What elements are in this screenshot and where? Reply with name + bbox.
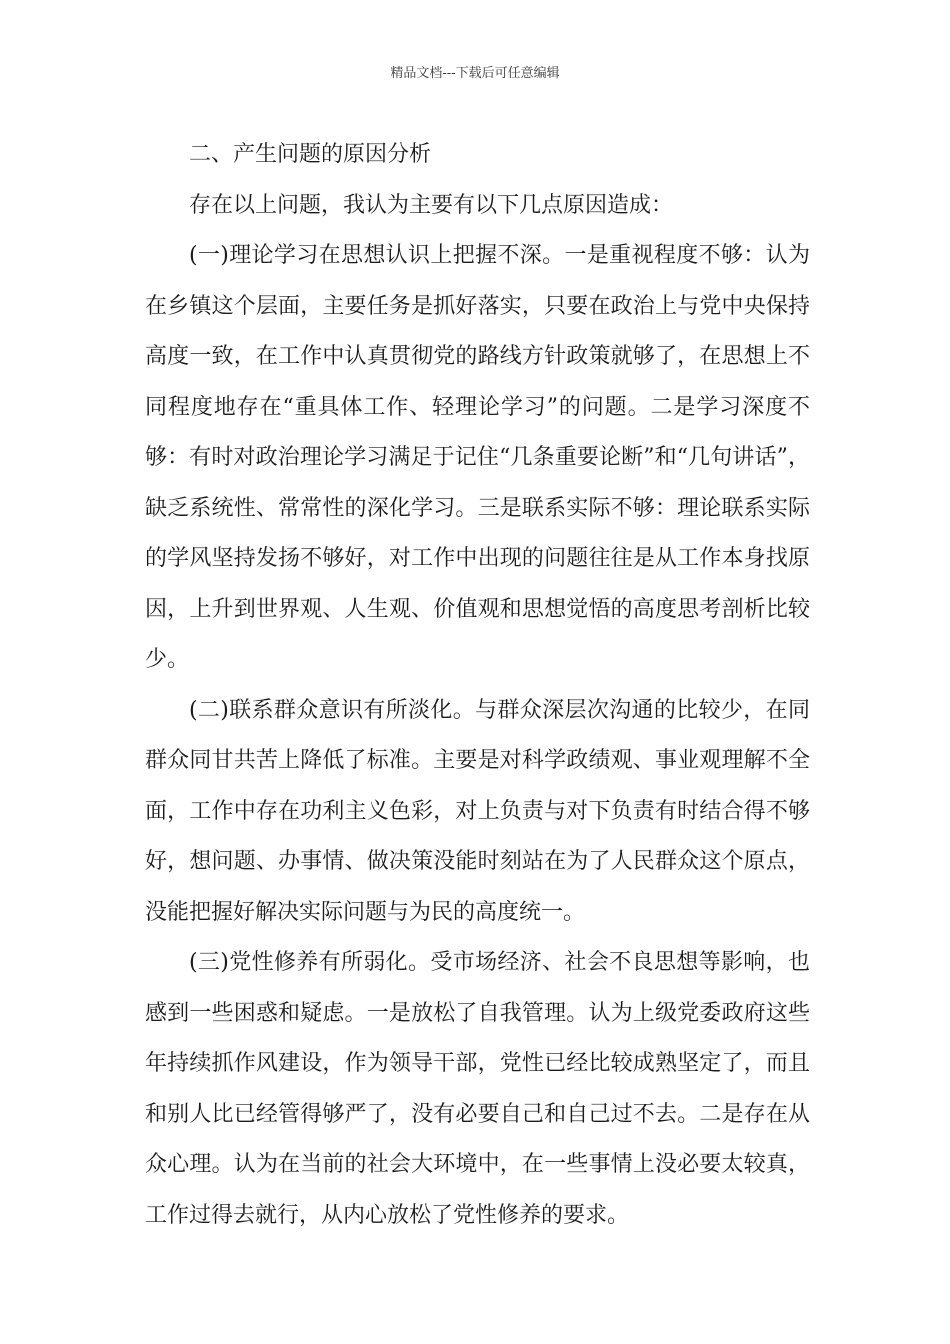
page-header-note: 精品文档---下载后可任意编辑 (390, 66, 560, 81)
paragraph-1: (一)理论学习在思想认识上把握不深。一是重视程度不够：认为在乡镇这个层面，主要任务是抓好落实，只要在政治上与党中央保持高度一致，在工作中认真贯彻党的路线方针政策就够了，在思想上不同程度地存在“重具体工作、轻理论学习”的问题。二是学习深度不够：有时对政治理论学习满足于记住“几条重要论断”和“几句讲话”，缺乏系统性、常常性的深化学习。三是联系实际不够：理论联系实际的学风坚持发扬不够好，对工作中出现的问题往往是从工作本身找原因，上升到世界观、人生观、价值观和思想觉悟的高度思考剖析比较少。 (145, 243, 810, 672)
intro-paragraph: 存在以上问题，我认为主要有以下几点原因造成： (189, 192, 674, 218)
paragraph-3: (三)党性修养有所弱化。受市场经济、社会不良思想等影响，也感到一些困惑和疑虑。一是放松了自我管理。认为上级党委政府这些年持续抓作风建设，作为领导干部，党性已经比较成熟坚定了，而且和别人比已经管得够严了，没有必要自己和自己过不去。二是存在从众心理。认为在当前的社会大环境中，在一些事情上没必要太较真，工作过得去就行，从内心放松了党性修养的要求。 (145, 950, 810, 1228)
section-heading: 二、产生问题的原因分析 (189, 142, 432, 167)
document-body (145, 130, 810, 1241)
paragraph-2: (二)联系群众意识有所淡化。与群众深层次沟通的比较少，在同群众同甘共苦上降低了标准。主要是对科学政绩观、事业观理解不全面，工作中存在功利主义色彩，对上负责与对下负责有时结合得不够好，想问题、办事情、做决策没能时刻站在为了人民群众这个原点，没能把握好解决实际问题与为民的高度统一。 (145, 697, 810, 925)
